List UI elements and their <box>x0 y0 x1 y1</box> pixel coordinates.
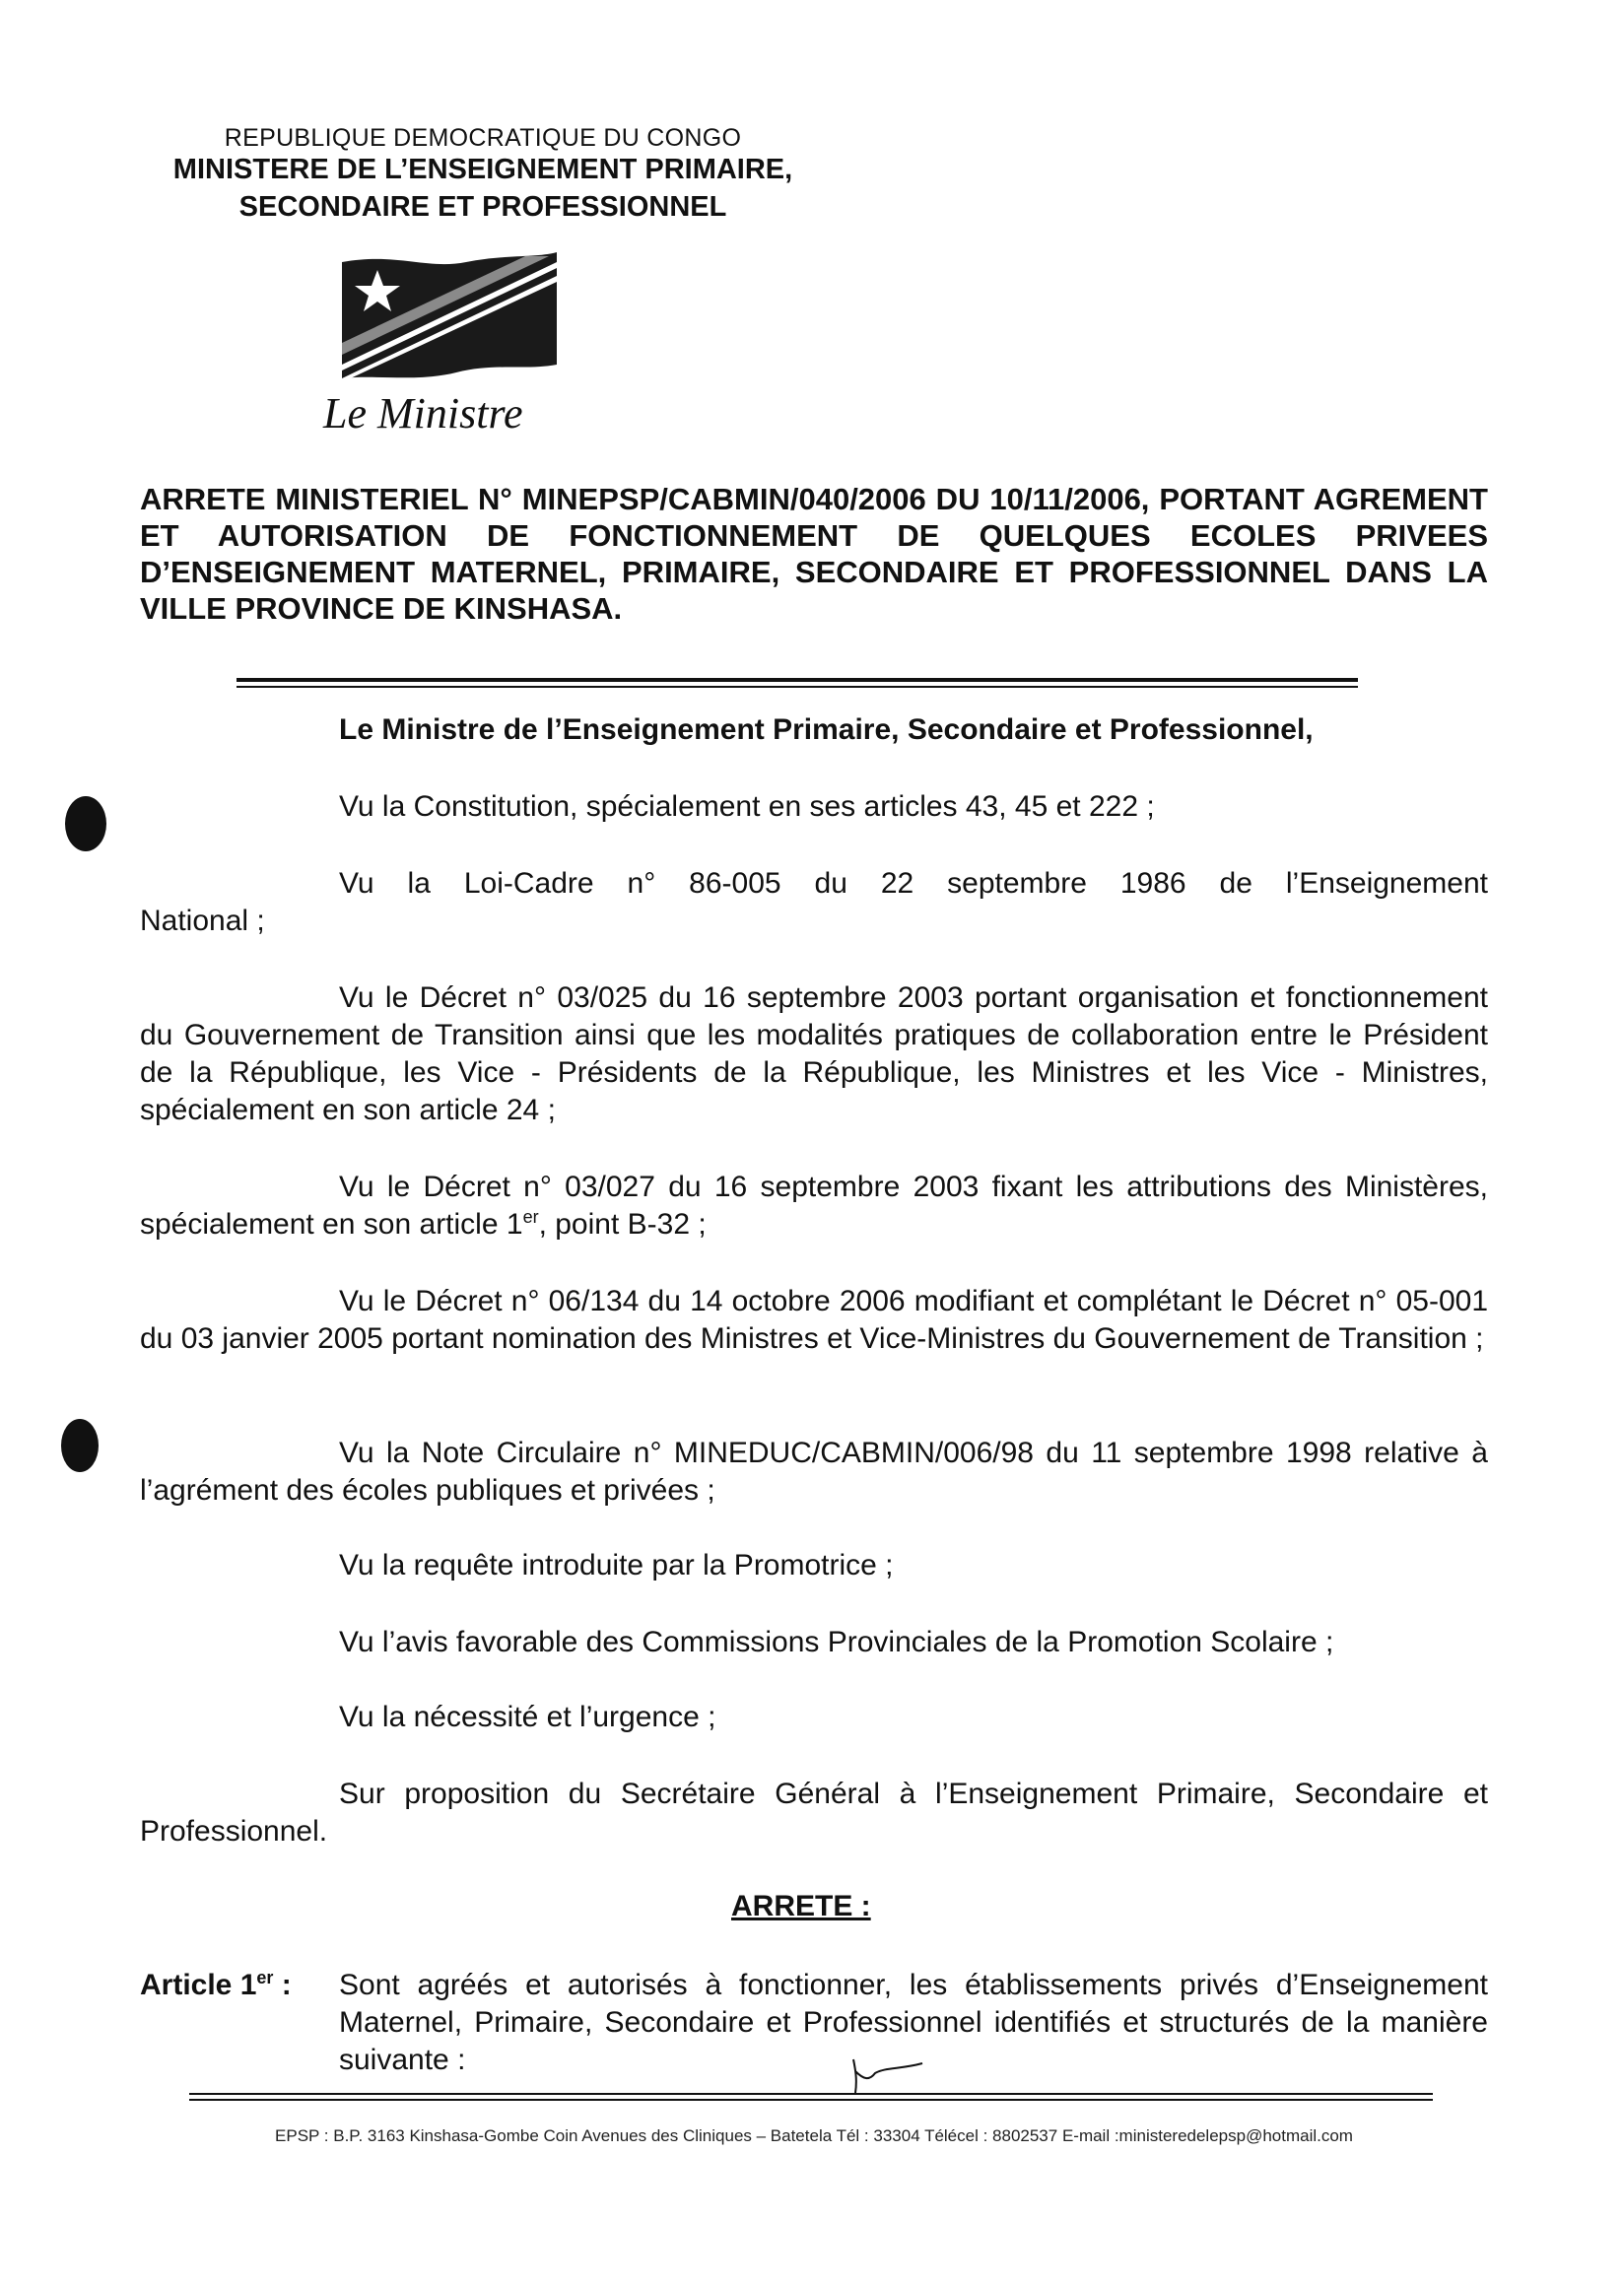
title-divider-top <box>237 678 1358 682</box>
proposition-secretaire: Sur proposition du Secrétaire Général à l’Enseignement Primaire, Secondaire et Professionnel. <box>140 1778 1488 1848</box>
considerant-decret-03-027-text: Vu le Décret n° 03/027 du 16 septembre 2003 fixant les attributions des Ministères, spécialement en son article 1 <box>140 1171 1488 1241</box>
considerant-urgence: Vu la nécessité et l’urgence ; <box>339 1701 716 1733</box>
footer-divider-bottom <box>189 2099 1433 2101</box>
arrete-heading: ARRETE : <box>731 1890 871 1922</box>
considerant-decret-03-027-end: , point B-32 ; <box>538 1208 707 1241</box>
minister-preamble: Le Ministre de l’Enseignement Primaire, Secondaire et Professionnel, <box>339 713 1314 746</box>
considerant-decret-03-027 <box>140 1169 1488 1244</box>
considerant-decret-03-025: Vu le Décret n° 03/025 du 16 septembre 2003 portant organisation et fonctionnement du Gouvernement de Transition ainsi que les modalités pratiques de collaboration entre le Président de la République, les Vice - Présidents de la République, les Ministres et les Vice - Ministres, spécialement en son article 24 ; <box>140 981 1488 1126</box>
superscript-er: er <box>256 1968 274 1987</box>
considerant-requete: Vu la requête introduite par la Promotrice ; <box>339 1549 894 1581</box>
considerant-avis: Vu l’avis favorable des Commissions Provinciales de la Promotion Scolaire ; <box>339 1626 1334 1658</box>
article-label-colon: : <box>273 1969 292 2001</box>
footer-contact: EPSP : B.P. 3163 Kinshasa-Gombe Coin Avenues des Cliniques – Batetela Tél : 33304 Télécel : 8802537 E-mail :ministeredelepsp@hotmail.com <box>275 2126 1353 2145</box>
article-1-label <box>140 1967 292 2004</box>
article-1-text: Sont agréés et autorisés à fonctionner, les établissements privés d’Enseignement Maternel, Primaire, Secondaire et Professionnel identifiés et structurés de la manière suivante : <box>339 1969 1488 2076</box>
punch-hole-mark <box>61 1419 99 1472</box>
considerant-constitution: Vu la Constitution, spécialement en ses articles 43, 45 et 222 ; <box>339 790 1155 823</box>
header-republic: REPUBLIQUE DEMOCRATIQUE DU CONGO <box>224 124 742 152</box>
considerant-decret-06-134: Vu le Décret n° 06/134 du 14 octobre 2006 modifiant et complétant le Décret n° 05-001 du 03 janvier 2005 portant nomination des Ministres et Vice-Ministres du Gouvernement de Transition ; <box>140 1285 1488 1355</box>
document-title: ARRETE MINISTERIEL N° MINEPSP/CABMIN/040/2006 DU 10/11/2006, PORTANT AGREMENT ET AUTORISATION DE FONCTIONNEMENT DE QUELQUES ECOLES PRIVEES D’ENSEIGNEMENT MATERNEL, PRIMAIRE, SECONDAIRE ET PROFESSIONNEL DANS LA VILLE PROVINCE DE KINSHASA. <box>140 482 1488 626</box>
footer-divider-top <box>189 2093 1433 2095</box>
article-label-text: Article 1 <box>140 1969 257 2001</box>
considerant-loi-cadre: Vu la Loi-Cadre n° 86-005 du 22 septembre 1986 de l’Enseignement <box>339 867 1488 900</box>
punch-hole-mark <box>65 796 106 851</box>
title-divider-bottom <box>237 686 1358 688</box>
header-ministry-line1: MINISTERE DE L’ENSEIGNEMENT PRIMAIRE, <box>172 154 793 185</box>
initials-signature-icon <box>846 2050 928 2097</box>
flag-emblem-icon <box>338 248 561 386</box>
header-ministry-line2: SECONDAIRE ET PROFESSIONNEL <box>238 191 727 223</box>
superscript-er: er <box>522 1207 539 1227</box>
minister-heading: Le Ministre <box>323 389 523 437</box>
considerant-loi-cadre-end: National ; <box>140 905 265 937</box>
considerant-note-circulaire: Vu la Note Circulaire n° MINEDUC/CABMIN/006/98 du 11 septembre 1998 relative à l’agrément des écoles publiques et privées ; <box>140 1437 1488 1507</box>
